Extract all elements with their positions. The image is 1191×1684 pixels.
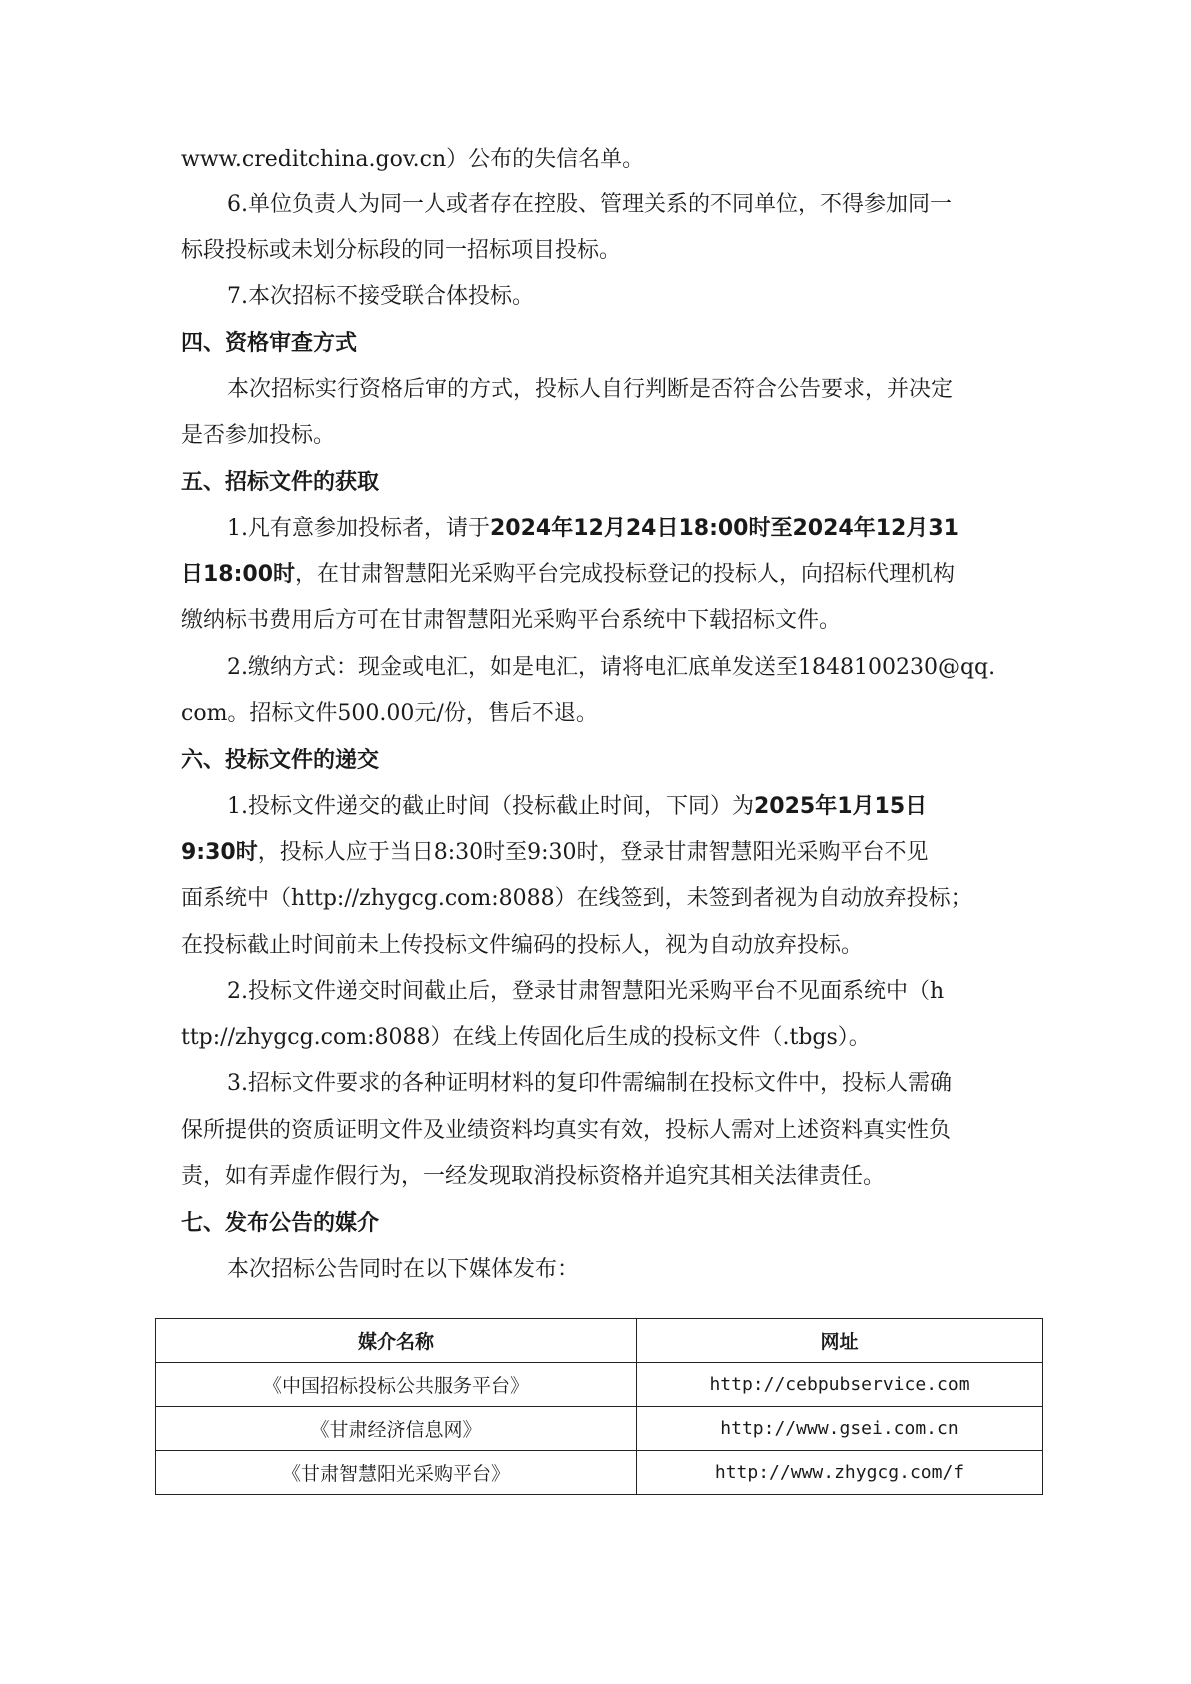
column-header-url: 网址 (637, 1319, 1043, 1363)
media-url-cell: http://www.gsei.com.cn (637, 1407, 1043, 1451)
section-heading-7: 七、发布公告的媒介 (181, 1211, 380, 1236)
section-heading-4: 四、资格审查方式 (181, 331, 358, 356)
submission-deadline-time: 9:30时 (181, 840, 258, 865)
paragraph-line: 7.本次招标不接受联合体投标。 (227, 284, 534, 309)
paragraph-text: 1.投标文件递交的截止时间（投标截止时间，下同）为 (227, 794, 754, 819)
table-header-row (156, 1319, 1043, 1363)
paragraph-line: www.creditchina.gov.cn）公布的失信名单。 (181, 147, 645, 172)
paragraph-line (227, 792, 1021, 822)
table-row (156, 1407, 1043, 1451)
table-row (156, 1363, 1043, 1407)
paragraph-line: 6.单位负责人为同一人或者存在控股、管理关系的不同单位，不得参加同一 (227, 192, 952, 217)
section-heading-5: 五、招标文件的获取 (181, 470, 380, 495)
paragraph-line: 3.招标文件要求的各种证明材料的复印件需编制在投标文件中，投标人需确 (227, 1071, 952, 1096)
table-row (156, 1451, 1043, 1495)
paragraph-line: 2.投标文件递交时间截止后，登录甘肃智慧阳光采购平台不见面系统中（h (227, 979, 945, 1004)
paragraph-line: 缴纳标书费用后方可在甘肃智慧阳光采购平台系统中下载招标文件。 (181, 608, 842, 633)
media-table (155, 1318, 1043, 1495)
paragraph-line: 是否参加投标。 (181, 423, 336, 448)
paragraph-line: com。招标文件500.00元/份，售后不退。 (181, 701, 598, 726)
paragraph-line: 本次招标公告同时在以下媒体发布： (227, 1257, 580, 1282)
deadline-date-range: 2024年12月24日18:00时至2024年12月31 (490, 516, 959, 541)
paragraph-text: ，在甘肃智慧阳光采购平台完成投标登记的投标人，向招标代理机构 (295, 562, 956, 587)
media-url-cell: http://cebpubservice.com (637, 1363, 1043, 1407)
paragraph-text: ，投标人应于当日8:30时至9:30时，登录甘肃智慧阳光采购平台不见 (257, 840, 929, 865)
paragraph-line (227, 514, 1021, 544)
paragraph-text: 1.凡有意参加投标者，请于 (227, 516, 490, 541)
paragraph-line: 标段投标或未划分标段的同一招标项目投标。 (181, 238, 622, 263)
media-name-cell: 《中国招标投标公共服务平台》 (156, 1363, 637, 1407)
column-header-media-name: 媒介名称 (156, 1319, 637, 1363)
paragraph-line (181, 560, 1021, 590)
media-name-cell: 《甘肃经济信息网》 (156, 1407, 637, 1451)
submission-deadline-date: 2025年1月15日 (754, 794, 928, 819)
paragraph-line: 保所提供的资质证明文件及业绩资料均真实有效，投标人需对上述资料真实性负 (181, 1118, 952, 1143)
paragraph-line: 2.缴纳方式：现金或电汇，如是电汇，请将电汇底单发送至1848100230@qq. (227, 655, 996, 680)
media-url-cell: http://www.zhygcg.com/f (637, 1451, 1043, 1495)
paragraph-line: 责，如有弄虚作假行为，一经发现取消投标资格并追究其相关法律责任。 (181, 1164, 886, 1189)
media-name-cell: 《甘肃智慧阳光采购平台》 (156, 1451, 637, 1495)
paragraph-line: 面系统中（http://zhygcg.com:8088）在线签到，未签到者视为自动放弃投标； (181, 886, 973, 911)
section-heading-6: 六、投标文件的递交 (181, 748, 380, 773)
deadline-date-end: 日18:00时 (181, 562, 296, 587)
paragraph-line: 在投标截止时间前未上传投标文件编码的投标人，视为自动放弃投标。 (181, 933, 864, 958)
paragraph-line (181, 838, 1021, 868)
paragraph-line: 本次招标实行资格后审的方式，投标人自行判断是否符合公告要求，并决定 (227, 377, 954, 402)
paragraph-line: ttp://zhygcg.com:8088）在线上传固化后生成的投标文件（.tbgs）。 (181, 1025, 871, 1050)
